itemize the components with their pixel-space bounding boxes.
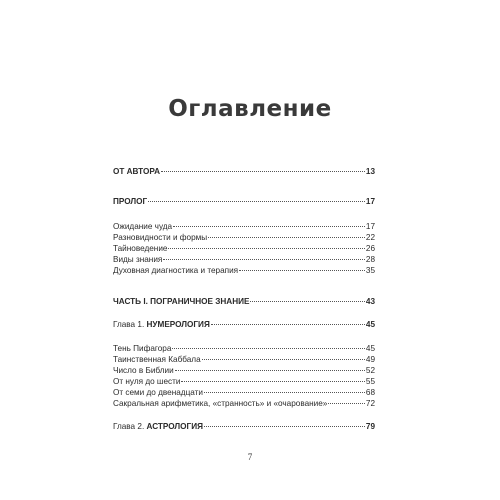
leader-dots [239, 270, 365, 271]
toc-entry-label [113, 319, 210, 330]
toc-entry-label: От семи до двенадцати [113, 388, 203, 397]
toc-entry-prologue-item[interactable] [113, 254, 375, 265]
leader-dots [328, 403, 365, 404]
chapter-prefix: Глава 1. [113, 320, 147, 329]
leader-dots [211, 324, 365, 325]
toc-entry-part1[interactable] [113, 296, 375, 307]
toc-entry-label: Число в Библии [113, 366, 174, 375]
toc-entry-page: 45 [365, 344, 375, 353]
toc-entry-label: Виды знания [113, 255, 163, 264]
leader-dots [168, 248, 364, 249]
toc-entry-prologue-item[interactable] [113, 243, 375, 254]
leader-dots [208, 237, 365, 238]
toc-entry-prologue-item[interactable] [113, 265, 375, 276]
leader-dots [172, 348, 365, 349]
chapter-prefix: Глава 2. [113, 422, 147, 431]
toc-entry-label: Духовная диагностика и терапия [113, 266, 239, 275]
toc-entry-chapter1[interactable] [113, 319, 375, 330]
toc-entry-label: ОТ АВТОРА [113, 167, 160, 176]
toc-entry-author[interactable] [113, 166, 375, 177]
toc-entry-page: 28 [365, 255, 375, 264]
leader-dots [148, 201, 365, 202]
leader-dots [173, 226, 365, 227]
toc-entry-page: 52 [365, 366, 375, 375]
page-number: 7 [247, 452, 253, 462]
toc-entry-label: ПРОЛОГ [113, 197, 148, 206]
toc-entry-page: 35 [365, 266, 375, 275]
chapter-name: НУМЕРОЛОГИЯ [146, 320, 210, 329]
leader-dots [181, 381, 364, 382]
toc-entry-chapter1-item[interactable] [113, 365, 375, 376]
toc-entry-page: 68 [365, 388, 375, 397]
toc-entry-page: 72 [365, 399, 375, 408]
toc-entry-prologue-item[interactable] [113, 232, 375, 243]
toc-entry-page: 45 [365, 320, 375, 329]
toc-entry-chapter1-item[interactable] [113, 398, 375, 409]
leader-dots [163, 259, 365, 260]
leader-dots [161, 171, 365, 172]
page-title: Оглавление [168, 96, 332, 122]
toc-entry-label: Разновидности и формы [113, 233, 208, 242]
leader-dots [204, 392, 365, 393]
leader-dots [175, 370, 365, 371]
toc-entry-chapter2[interactable] [113, 421, 375, 432]
toc-entry-page: 17 [365, 222, 375, 231]
toc-entry-page: 79 [365, 422, 375, 431]
chapter-name: АСТРОЛОГИЯ [146, 422, 203, 431]
toc-entry-prologue-item[interactable] [113, 221, 375, 232]
toc-entry-label: ЧАСТЬ I. ПОГРАНИЧНОЕ ЗНАНИЕ [113, 297, 250, 306]
leader-dots [204, 426, 365, 427]
toc-entry-prologue[interactable] [113, 196, 375, 207]
toc-entry-label: Ожидание чуда [113, 222, 173, 231]
toc-entry-chapter1-item[interactable] [113, 354, 375, 365]
leader-dots [202, 359, 365, 360]
toc-entry-chapter1-item[interactable] [113, 387, 375, 398]
toc-entry-chapter1-item[interactable] [113, 343, 375, 354]
toc-entry-page: 55 [365, 377, 375, 386]
toc-entry-chapter1-item[interactable] [113, 376, 375, 387]
toc-entry-label [113, 421, 203, 432]
toc-entry-label: Тайноведение [113, 244, 168, 253]
toc-entry-page: 26 [365, 244, 375, 253]
toc-entry-label: Таинственная Каббала [113, 355, 201, 364]
toc-entry-page: 43 [365, 297, 375, 306]
toc-entry-label: Тень Пифагора [113, 344, 172, 353]
toc-entry-page: 49 [365, 355, 375, 364]
leader-dots [250, 301, 364, 302]
toc-entry-label: Сакральная арифметика, «странность» и «очарование» [113, 399, 328, 408]
toc-entry-page: 17 [365, 197, 375, 206]
toc-entry-page: 13 [365, 167, 375, 176]
toc-entry-page: 22 [365, 233, 375, 242]
toc-entry-label: От нуля до шести [113, 377, 181, 386]
